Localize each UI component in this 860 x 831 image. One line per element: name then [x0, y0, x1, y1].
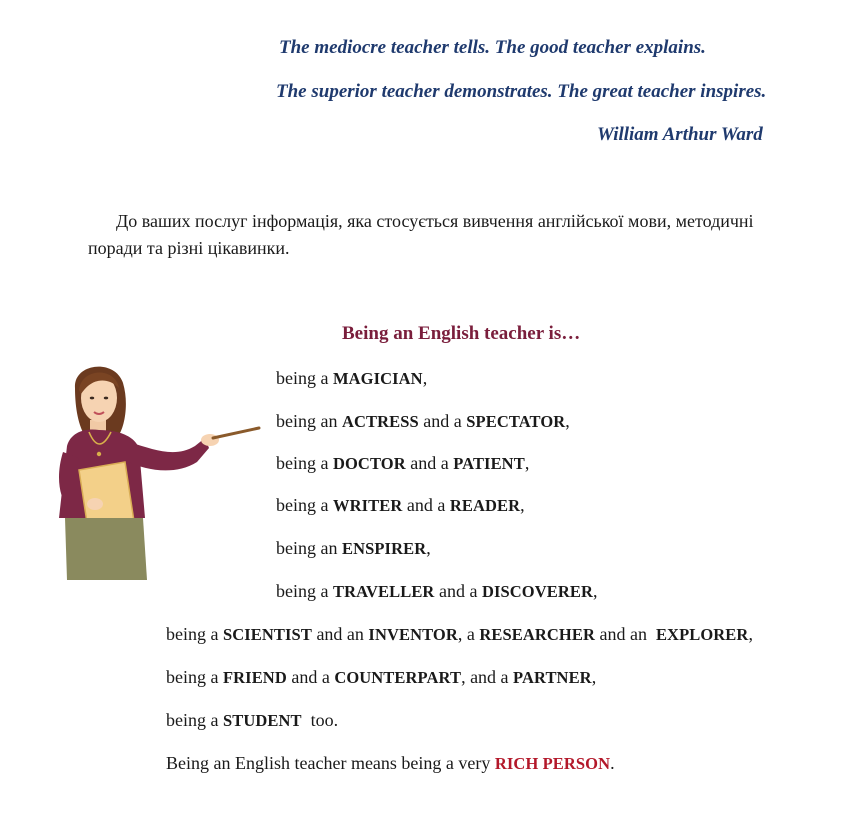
line-enspirer: being an ENSPIRER,	[276, 538, 431, 558]
line-scientist: being a SCIENTIST and an INVENTOR, a RESEARCHER and an EXPLORER,	[166, 624, 753, 644]
line-magician: being a MAGICIAN,	[276, 368, 428, 388]
line-traveller: being a TRAVELLER and a DISCOVERER,	[276, 581, 598, 601]
teacher-illustration-icon	[45, 358, 265, 580]
line-rich-person: Being an English teacher means being a very RICH PERSON.	[166, 753, 615, 773]
quote-line-2: The superior teacher demonstrates. The great teacher inspires.	[276, 81, 767, 102]
line-doctor: being a DOCTOR and a PATIENT,	[276, 453, 530, 473]
intro-paragraph	[88, 208, 788, 262]
intro-text: До ваших послуг інформація, яка стосується вивчення англійської мови, методичні поради та різні цікавинки.	[88, 211, 754, 258]
quote-line-1: The mediocre teacher tells. The good teacher explains.	[279, 37, 706, 58]
section-heading: Being an English teacher is…	[342, 323, 581, 344]
line-friend: being a FRIEND and a COUNTERPART, and a PARTNER,	[166, 667, 597, 687]
line-writer: being a WRITER and a READER,	[276, 495, 525, 515]
rich-person-highlight: RICH PERSON	[494, 754, 611, 773]
quote-author: William Arthur Ward	[597, 124, 763, 145]
line-actress: being an ACTRESS and a SPECTATOR,	[276, 411, 570, 431]
line-student: being a STUDENT too.	[166, 710, 339, 730]
